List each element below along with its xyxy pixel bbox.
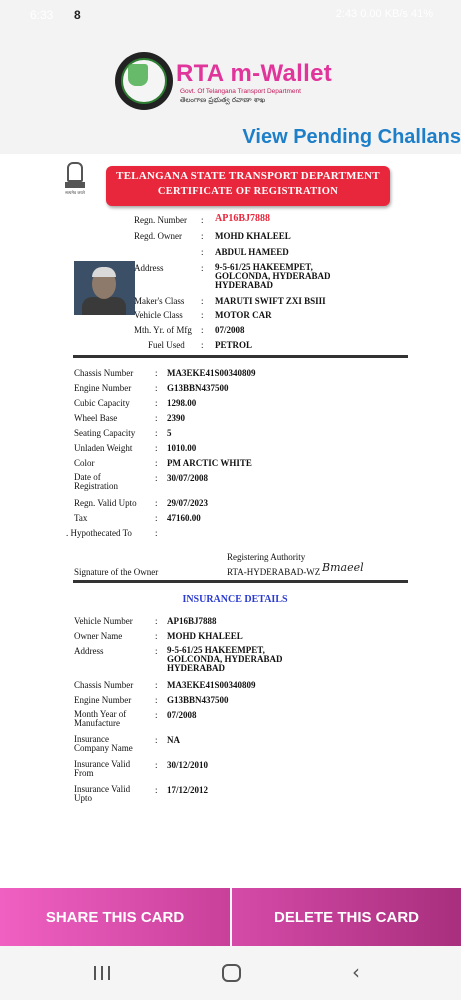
certificate-title: CERTIFICATE OF REGISTRATION <box>157 186 339 197</box>
insurance-details-title: INSURANCE DETAILS <box>182 594 288 605</box>
home-icon[interactable] <box>222 964 241 982</box>
owner-photo <box>74 261 135 315</box>
signature-of-owner-label: Signature of the Owner <box>74 567 159 577</box>
registration-certificate-card: सत्यमेव जयते TELANGANA STATE TRANSPORT DEPARTMENT CERTIFICATE OF REGISTRATION Regn. Number : AP16BJ7888 Regd. Owner : MOHD KHALEEL : ABDUL HAMEED Address : 9-5-61/25 HAKEEMPET, GOLCONDA, HYDERABAD HYDERABAD Maker's Class : MARUTI SWIFT ZXI BSIII Vehicle Class : MOTOR CAR Mth. Yr. of Mfg : 07/2008 Fuel Used : PETROL Chassis Number : MA3EKE41S00340809 Engine Number : G13BBN437500 Cubic Capacity : 1298.00 Wheel Base : 2390 Seating Capacity : 5 Unladen Weight : 1010.00 Color : PM ARCTIC WHITE Date of Registration : 30/07/2008 Regn. Valid Upto : 29/07/2023 Tax : 47160.00 . Hypothecated To : Registering Authority Signature of the Owner RTA-HYDERABAD-WZ Bmaeel INSURANCE DETAILS Vehicle Number : AP16BJ7888 Owner Name : MOHD KHALEEL Address : 9-5-61/25 HAKEEMPET, GOLCONDA, HYDERABAD HYDERABAD Chassis Number : MA3EKE41S00340809 Engine Number : G13BBN437500 Month Year of Manufacture : 07/2008 Insurance Company Name : NA Insurance Valid From : 30/12/2010 Insurance Valid Upto : 17/12/2012 <box>55 158 415 818</box>
section-divider <box>73 580 408 583</box>
system-navigation-bar <box>0 946 461 1000</box>
national-emblem-icon <box>63 162 87 204</box>
department-name: TELANGANA STATE TRANSPORT DEPARTMENT <box>116 170 380 182</box>
status-notification-count: 8 <box>74 8 81 22</box>
back-icon[interactable]: ‹ <box>352 960 360 984</box>
regn-number-value: AP16BJ7888 <box>215 213 270 224</box>
brand-telugu-subtitle: తెలంగాణ ప్రభుత్వ రవాణా శాఖ <box>180 96 266 104</box>
telangana-emblem-icon <box>115 52 173 110</box>
authority-signature: Bmaeel <box>322 561 364 574</box>
recents-icon[interactable] <box>94 966 110 980</box>
status-indicators: 2:43 0.00 KB/s 41% <box>335 8 433 20</box>
status-bar <box>0 0 461 30</box>
brand-title: RTA m-Wallet <box>176 60 333 87</box>
delete-card-button[interactable]: DELETE THIS CARD <box>230 888 461 946</box>
app-header <box>0 30 461 154</box>
registering-authority-label: Registering Authority <box>227 552 306 562</box>
registering-authority: RTA-HYDERABAD-WZ <box>227 567 321 577</box>
brand-subtitle: Govt. Of Telangana Transport Department <box>180 88 301 95</box>
department-banner <box>106 166 390 206</box>
view-pending-challans-link[interactable]: View Pending Challans <box>242 126 461 148</box>
emblem-motto: सत्यमेव जयते <box>65 190 85 195</box>
share-card-button[interactable]: SHARE THIS CARD <box>0 888 230 946</box>
section-divider <box>73 355 408 358</box>
status-time: 6:33 <box>30 8 54 22</box>
card-actions-bar <box>0 888 461 946</box>
